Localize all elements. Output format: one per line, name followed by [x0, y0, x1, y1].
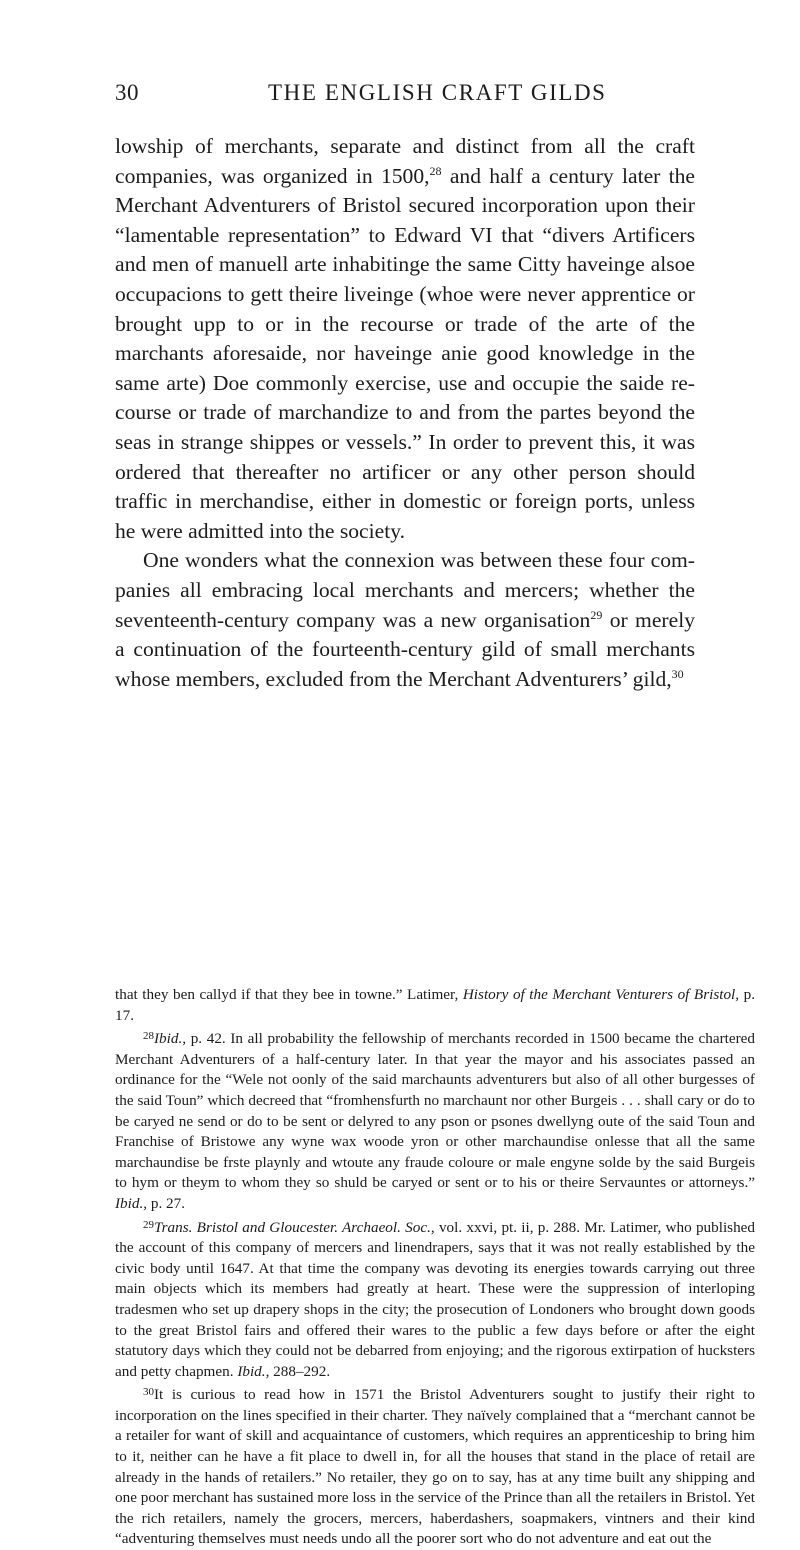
- footnote-continued: that they ben callyd if that they bee in towne.” Latimer, History of the Merchant Venturers of Bristol, p. 17.: [115, 986, 756, 1024]
- page-number: 30: [115, 80, 139, 105]
- footnote-29: $^{29}$Trans. Bristol and Gloucester. Archaeol. Soc., vol. xxvi, pt. ii, p. 288. Mr. Latimer, who published the account of this company of mercers and linendrapers, says that it was not really established by the civic body until 1647. At that time the company was devoting its energies towards carrying out three main objects which its members had greatly at heart. These were the suppression of interloping tradesmen who set up drapery shops in the city; the prosecution of Londoners who brought down goods to the great Bristol fairs and offered their wares to the public a few days before or after the eight statutory days which they could not be debarred from enjoying; and the rigorous extirpation of hucksters and petty chapmen. Ibid., 288–292.: [115, 1218, 756, 1380]
- footnote-30: $^{30}$It is curious to read how in 1571 the Bristol Adventurers sought to justify their right to incorporation on the lines specified in their charter. They naïvely complained that a “merchant cannot be a retailer for want of skill and acquaintance of customers, which requires an apprenticeship to bring him to it, neither can he have a fit place to dwell in, for all the houses that stand in the place of retail are already in the hands of retailers.” No retailer, they go on to say, has at any time built any shipping and one poor merchant has sustained more loss in the service of the Prince than all the retailers in Bristol. Yet the rich retailers, namely the grocers, mercers, haberdashers, soapmakers, vintners and their kind “adventuring themselves must needs undo all the poorer sort who do not adventure and eat out the: [115, 1386, 755, 1548]
- footnote-28: $^{28}$Ibid., p. 42. In all probability the fellowship of merchants recorded in 1500 became the chartered Merchant Adventurers of a half-century later. In that year the mayor and his associates passed an ordinance for the “Wele not oonly of the said marchaunts adventurers but also of all other burgesses of the said Toun” which decreed that “fromhensfurth no marchaunt nor other Burgeis . . . shall cary or do to be caryed ne send or do to be sent or delyred to any pson or psones dwellyng oute of the said Toun and Franchise of Bristowe any wyne wax woode yron or other marchaundise onlesse that all the same marchaundise be frste playnly and wtoute any fraude coloure or male engyne solde by the said Burgeis to hym or theym to whom they so shuld be caryed or sent or to his or theire Servauntes or attorneys.” Ibid., p. 27.: [115, 1030, 755, 1212]
- page-header: [0, 80, 800, 110]
- footnote-ref-28: 28: [429, 163, 442, 178]
- paragraph: lowship of merchants, separate and distinct from all the craft companies, was organized in 1500,28 and half a century later the Merchant Adventurers of Bristol secured incorporation upon their “lamentable representation” to Edward VI that “divers Artificers and men of manuell arte inhabitinge the same Citty haveinge alsoe occupacions to gett theire liveinge (whoe were never apprentice or brought upp to or in the recourse or trade of the arte of the marchants aforesaide, nor haveinge anie good knowledge in the same arte) Doe commonly exercise, use and occupie the saide re-course or trade of marchandize to and from the partes beyond the seas in strange shippes or vessels.” In order to prevent this, it was ordered that thereafter no artificer or any other person should traffic in merchandise, either in domestic or foreign ports, unless he were admitted into the society.: [115, 134, 696, 543]
- footnote-ref-29: 29: [590, 607, 603, 622]
- footnote-ref-30: 30: [671, 666, 684, 681]
- running-head: THE ENGLISH CRAFT GILDS: [268, 80, 607, 105]
- main-text: [115, 132, 695, 694]
- paragraph: One wonders what the connexion was between these four com-panies all embracing local merchants and mercers; whether the seventeenth-century company was a new organisation$^{29}$ or merely a continuation of the fourteenth-century gild of small merchants whose members, excluded from the Merchant Adventurers’ gild,$^{30}$: [115, 548, 695, 691]
- footnotes: [115, 985, 755, 1550]
